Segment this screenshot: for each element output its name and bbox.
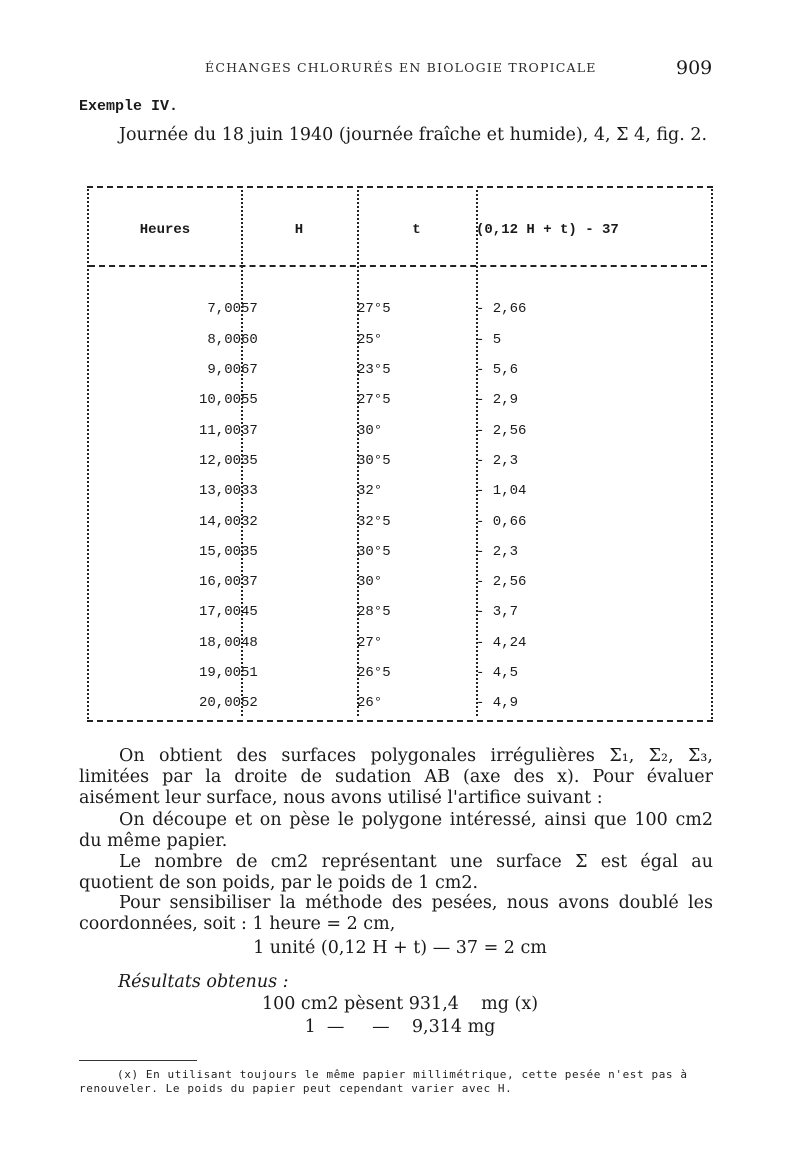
- table-header-row: [89, 196, 707, 264]
- cell-h: 48: [241, 634, 258, 651]
- result-line-1: 100 cm2 pèsent 931,4 mg (x): [261, 994, 539, 1014]
- cell-t: 25°: [357, 331, 383, 348]
- table-row: [89, 446, 707, 476]
- header-t: t: [412, 222, 421, 238]
- cell-heures: 12,00: [198, 452, 241, 469]
- table-row: [89, 537, 707, 567]
- data-table: [89, 196, 707, 718]
- header-formula: (0,12 H + t) - 37: [476, 222, 619, 238]
- table-row: [89, 325, 707, 355]
- results-label: Résultats obtenus :: [118, 972, 289, 992]
- cell-formula: - 2,56: [476, 422, 527, 439]
- cell-heures: 14,00: [198, 513, 241, 530]
- cell-h: 51: [241, 665, 258, 681]
- example-label: Exemple IV.: [79, 98, 179, 115]
- table-row: [89, 506, 707, 536]
- cell-heures: 11,00: [198, 422, 241, 439]
- cell-formula: - 2,66: [476, 301, 527, 318]
- cell-h: 67: [241, 362, 258, 379]
- cell-t: 27°5: [357, 301, 391, 318]
- cell-h: 52: [241, 695, 258, 712]
- cell-heures: 8,00: [207, 331, 241, 348]
- cell-heures: 10,00: [198, 392, 241, 409]
- cell-formula: - 2,56: [476, 574, 527, 591]
- cell-h: 37: [241, 574, 258, 591]
- cell-formula: - 5,6: [476, 362, 519, 379]
- cell-h: 32: [241, 513, 258, 530]
- cell-t: 30°: [357, 574, 383, 591]
- cell-h: 37: [241, 422, 258, 439]
- table-row: [89, 294, 707, 324]
- cell-formula: - 3,7: [476, 604, 519, 621]
- cell-formula: - 4,9: [476, 695, 519, 712]
- page-number: 909: [676, 57, 713, 79]
- cell-t: 23°5: [357, 362, 391, 379]
- cell-h: 55: [241, 392, 258, 409]
- table-row: [89, 567, 707, 597]
- cell-h: 35: [241, 543, 258, 560]
- cell-heures: 16,00: [198, 574, 241, 591]
- table-row: [89, 597, 707, 627]
- cell-formula: - 2,9: [476, 392, 519, 409]
- table-row: [89, 355, 707, 385]
- cell-heures: 15,00: [198, 543, 241, 560]
- cell-formula: - 2,3: [476, 543, 519, 560]
- cell-formula: - 2,3: [476, 452, 519, 469]
- cell-h: 60: [241, 331, 258, 348]
- cell-heures: 7,00: [207, 301, 241, 318]
- paragraph-nombre: Le nombre de cm2 représentant une surface Σ est égal au quotient de son poids, par le poids de 1 cm2.: [79, 852, 713, 893]
- table-row: [89, 415, 707, 445]
- cell-heures: 17,00: [198, 604, 241, 621]
- example-intro: Journée du 18 juin 1940 (journée fraîche et humide), 4, Σ 4, fig. 2.: [119, 125, 708, 145]
- cell-formula: - 4,24: [476, 634, 527, 651]
- cell-formula: - 4,5: [476, 665, 519, 681]
- table-body: [89, 264, 707, 718]
- cell-heures: 19,00: [198, 665, 241, 681]
- cell-t: 27°: [357, 634, 383, 651]
- cell-h: 35: [241, 452, 258, 469]
- cell-formula: - 0,66: [476, 513, 527, 530]
- footnote: (x) En utilisant toujours le même papier millimétrique, cette pesée n'est pas à renouveler. Le poids du papier peut cependant varier avec H.: [79, 1068, 688, 1095]
- cell-heures: 20,00: [198, 695, 241, 712]
- paragraph-decoupe: On découpe et on pèse le polygone intéressé, ainsi que 100 cm2 du même papier.: [79, 810, 713, 851]
- cell-h: 45: [241, 604, 258, 621]
- cell-heures: 9,00: [207, 362, 241, 379]
- header-h: H: [294, 222, 304, 238]
- table-row: [89, 688, 707, 718]
- cell-t: 32°5: [357, 513, 391, 530]
- cell-heures: 18,00: [198, 634, 241, 651]
- table-row: [89, 476, 707, 506]
- cell-t: 30°5: [357, 452, 391, 469]
- cell-h: 33: [241, 483, 258, 500]
- cell-t: 30°: [357, 422, 383, 439]
- table-spacer: [89, 264, 707, 294]
- footnote-rule: [79, 1060, 197, 1061]
- cell-h: 57: [241, 301, 258, 318]
- cell-t: 26°: [357, 695, 383, 712]
- cell-t: 27°5: [357, 392, 391, 409]
- table-row: [89, 628, 707, 658]
- paragraph-surfaces: On obtient des surfaces polygonales irrégulières Σ₁, Σ₂, Σ₃, limitées par la droite de sudation AB (axe des x). Pour évaluer aisément leur surface, nous avons utilisé l'artifice suivant :: [79, 746, 713, 808]
- cell-formula: - 1,04: [476, 483, 527, 500]
- cell-t: 28°5: [357, 604, 391, 621]
- cell-t: 30°5: [357, 543, 391, 560]
- cell-heures: 13,00: [198, 483, 241, 500]
- paragraph-sensibiliser: Pour sensibiliser la méthode des pesées, nous avons doublé les coordonnées, soit : 1 heure = 2 cm,: [79, 893, 713, 934]
- cell-formula: - 5: [476, 331, 502, 348]
- result-line-2: 1 — — 9,314 mg: [304, 1017, 496, 1037]
- cell-t: 32°: [357, 483, 383, 500]
- header-heures: Heures: [139, 222, 191, 238]
- table-row: [89, 658, 707, 688]
- cell-t: 26°5: [357, 665, 391, 681]
- formula-line: 1 unité (0,12 H + t) — 37 = 2 cm: [253, 938, 547, 958]
- table-row: [89, 385, 707, 415]
- running-title: ÉCHANGES CHLORURÉS EN BIOLOGIE TROPICALE: [205, 60, 597, 75]
